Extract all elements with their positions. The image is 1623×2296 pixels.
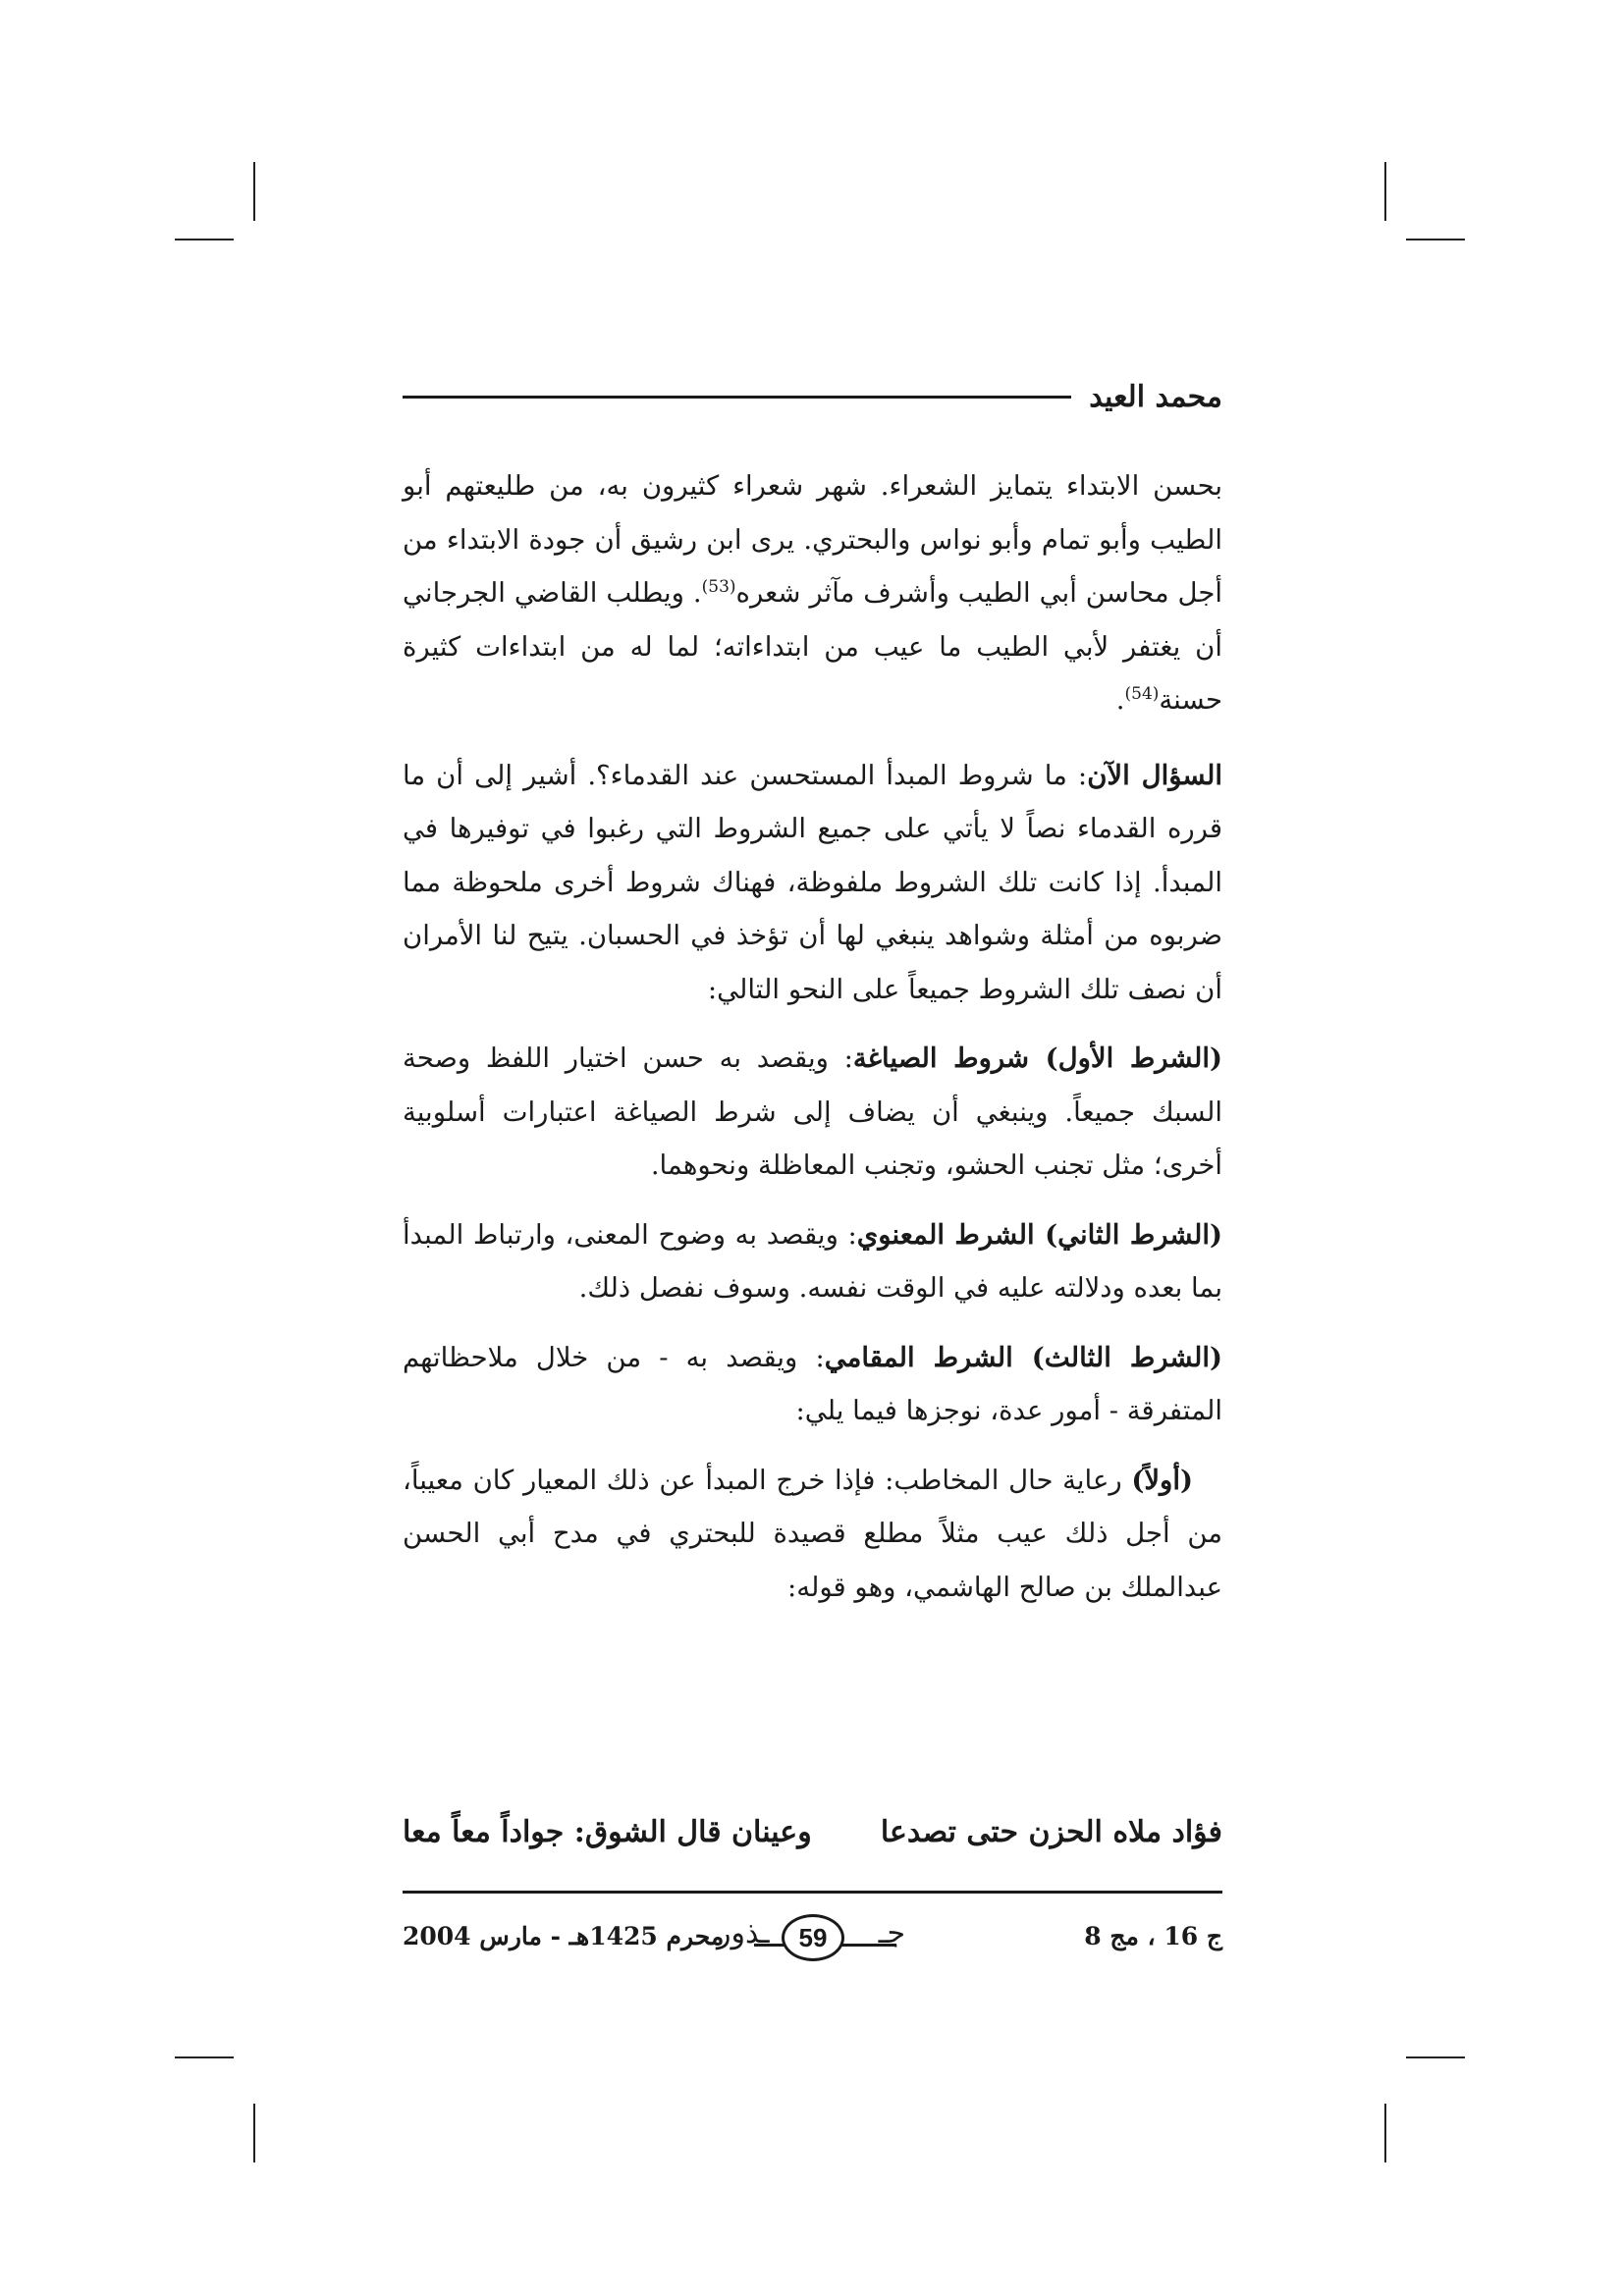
crop-mark <box>175 239 234 240</box>
article-body <box>403 459 1222 1629</box>
paragraph-3: (الشرط الأول) شروط الصياغة: ويقصد به حسن اختيار اللفظ وصحة السبك جميعاً. وينبغي أن يضاف إلى شرط الصياغة اعتبارات أسلوبية أخرى؛ مثل تجنب الحشو، وتجنب المعاظلة ونحوهما. <box>403 1042 1222 1181</box>
paragraph-lead: (أولاً) <box>1131 1464 1193 1496</box>
author-name: محمد العيد <box>1089 379 1222 414</box>
paragraph-1: بحسن الابتداء يتمايز الشعراء. شهر شعراء كثيرون به، من طليعتهم أبو الطيب وأبو تمام وأبو نواس والبحتري. يرى ابن رشيق أن جودة الابتداء من أجل محاسن أبي الطيب وأشرف مآثر شعره$^{(53)}$. ويطلب القاضي الجرجاني أن يغتفر لأبي الطيب ما عيب من ابتداءاته؛ لما له من ابتداءات كثيرة حسنة$^{(54)}$. <box>403 470 1222 716</box>
crop-mark <box>253 162 255 221</box>
verse-second-hemistich: وعينان قال الشوق: جواداً معاً معا <box>403 1814 812 1849</box>
poetry-verse <box>403 1804 1222 1859</box>
paragraph-lead: السؤال الآن <box>1087 759 1222 791</box>
crop-mark <box>253 2104 255 2163</box>
paragraph-lead: (الشرط الثاني) الشرط المعنوي <box>856 1218 1222 1251</box>
paragraph-6: (أولاً) رعاية حال المخاطب: فإذا خرج المبدأ عن ذلك المعيار كان معيباً، من أجل ذلك عيب مثلاً مطلع قصيدة للبحتري في مدح أبي الحسن عبدالملك بن صالح الهاشمي، وهو قوله: <box>403 1464 1222 1603</box>
journal-logo <box>715 1914 911 1965</box>
running-head <box>403 375 1222 418</box>
crop-mark <box>1406 239 1465 240</box>
crop-mark <box>1384 2104 1386 2163</box>
issue-date: محرم 1425هـ - مارس 2004 <box>403 1922 725 1950</box>
paragraph-lead: (الشرط الأول) شروط الصياغة <box>852 1042 1222 1074</box>
paragraph-4: (الشرط الثاني) الشرط المعنوي: ويقصد به وضوح المعنى، وارتباط المبدأ بما بعده ودلالته عليه في الوقت نفسه. وسوف نفصل ذلك. <box>403 1218 1222 1304</box>
header-rule <box>403 396 1071 399</box>
crop-mark <box>175 2056 234 2058</box>
paragraph-5: (الشرط الثالث) الشرط المقامي: ويقصد به - من خلال ملاحظاتهم المتفرقة - أمور عدة، نوجزها فيما يلي: <box>403 1341 1222 1426</box>
crop-mark <box>1406 2056 1465 2058</box>
logo-letter-jim: جـ <box>878 1916 905 1950</box>
paragraph-lead: (الشرط الثالث) الشرط المقامي <box>824 1341 1222 1373</box>
paragraph-2: السؤال الآن: ما شروط المبدأ المستحسن عند القدماء؟. أشير إلى أن ما قرره القدماء نصاً لا يأتي على جميع الشروط التي رغبوا في توفيرها في المبدأ. إذا كانت تلك الشروط ملفوظة، فهناك شروط أخرى ملحوظة مما ضربوه من أمثلة وشواهد ينبغي لها أن تؤخذ في الحسبان. يتيح لنا الأمران أن نصف تلك الشروط جميعاً على النحو التالي: <box>403 759 1222 1005</box>
footnote-ref-53[interactable]: (53) <box>701 576 736 597</box>
page-number: 59 <box>782 1914 844 1961</box>
footnote-ref-54[interactable]: (54) <box>1124 683 1160 704</box>
verse-first-hemistich: فؤاد ملاه الحزن حتى تصدعا <box>880 1814 1222 1849</box>
page-footer <box>403 1910 1222 1969</box>
crop-mark <box>1384 162 1386 221</box>
issue-info: ج 16 ، مج 8 <box>1084 1922 1222 1950</box>
logo-letters-dhur: ـذور <box>717 1916 770 1950</box>
footer-rule <box>403 1891 1222 1894</box>
